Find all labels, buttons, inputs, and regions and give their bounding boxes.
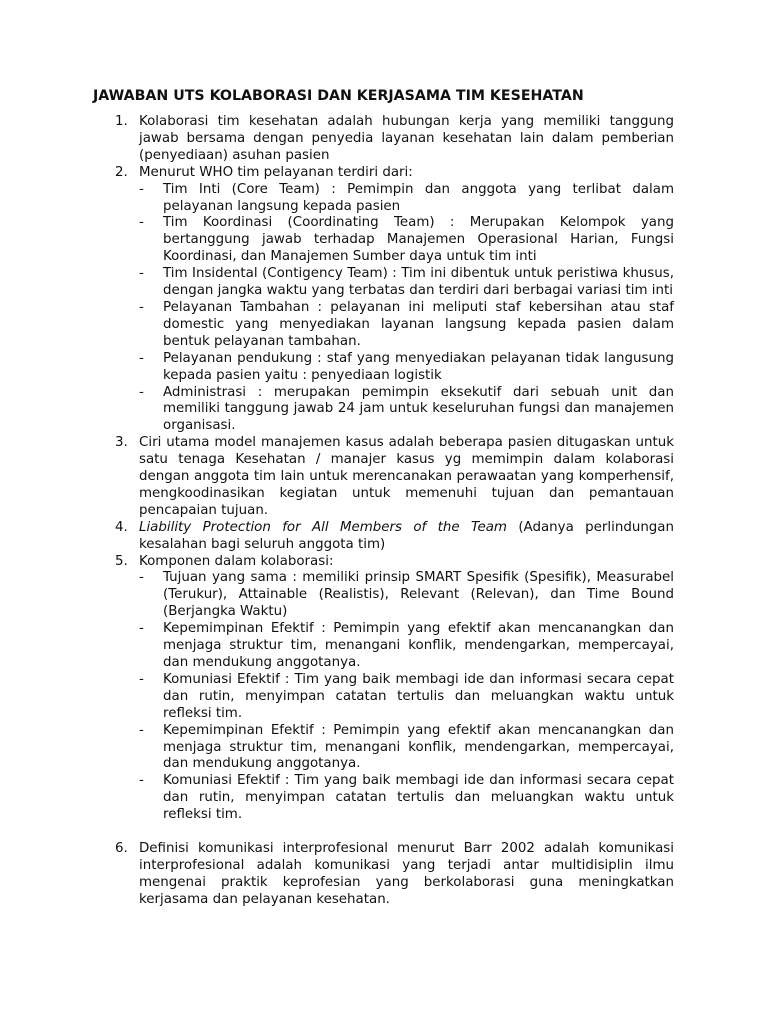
sub-item (139, 350, 674, 385)
sub-item-text: Kepemimpinan Efektif : Pemimpin yang efektif akan mencanangkan dan menjaga struktur tim, menangani konflik, mendengarkan, mempercayai, dan mendukung anggotanya. (163, 621, 674, 670)
sub-item-text: Tujuan yang sama : memiliki prinsip SMART Spesifik (Spesifik), Measurabel (Terukur), Attainable (Realistis), Relevant (Relevan), dan Time Bound (Berjangka Waktu) (163, 570, 674, 620)
sub-item (139, 181, 674, 216)
dash-bullet: - (139, 350, 144, 366)
list-item-5 (115, 553, 674, 825)
blank-line (0, 824, 768, 841)
sub-item (139, 773, 674, 824)
item-number: 4. (115, 519, 128, 535)
dash-bullet: - (139, 266, 144, 282)
sub-item-text: Administrasi : merupakan pemimpin eksekutif dari sebuah unit dan memiliki tanggung jawab 24 jam untuk keseluruhan fungsi dan manajemen organisasi. (163, 384, 674, 434)
dash-bullet: - (139, 384, 144, 400)
item-text (139, 520, 674, 554)
sub-item (139, 722, 674, 774)
item-number: 5. (115, 553, 128, 569)
sub-item (139, 570, 674, 621)
list-item-3 (115, 435, 674, 520)
dash-bullet: - (139, 621, 144, 637)
list-item-2 (115, 164, 674, 436)
sub-item-text: Tim Insidental (Contigency Team) : Tim ini dibentuk untuk peristiwa khusus, dengan jangka waktu yang terbatas dan terdiri dari berbagai variasi tim inti (163, 266, 674, 299)
italic-phrase: Liability Protection for All Members of the Team (139, 519, 507, 535)
dash-bullet: - (139, 215, 144, 231)
item-number: 6. (115, 841, 128, 857)
dash-bullet: - (139, 299, 144, 315)
item-text: Kolaborasi tim kesehatan adalah hubungan kerja yang memiliki tanggung jawab bersama dengan penyedia layanan kesehatan lain dalam pemberian (penyediaan) asuhan pasien (139, 114, 674, 163)
item-text-rest: (Adanya perlindungan kesalahan bagi seluruh anggota tim) (139, 519, 674, 552)
answer-list (0, 114, 768, 909)
sub-item-text: Kepemimpinan Efektif : Pemimpin yang efektif akan mencanangkan dan menjaga struktur tim, menangani konflik, mendengarkan, mempercayai, dan mendukung anggotanya. (163, 722, 674, 772)
sub-item (139, 215, 674, 266)
sub-item-text: Pelayanan pendukung : staf yang menyediakan pelayanan tidak langusung kepada pasien yaitu : penyediaan logistik (163, 350, 674, 383)
sub-item-text: Pelayanan Tambahan : pelayanan ini meliputi staf kebersihan atau staf domestic yang menyediakan layanan langsung kepada pasien dalam bentuk pelayanan tambahan. (163, 299, 674, 349)
dash-bullet: - (139, 671, 144, 687)
dash-bullet: - (139, 773, 144, 789)
sub-item (139, 671, 674, 723)
sub-item-text: Tim Koordinasi (Coordinating Team) : Merupakan Kelompok yang bertanggung jawab terhadap Manajemen Operasional Harian, Fungsi Koordinasi, dan Manajemen Sumber daya untuk tim inti (163, 215, 674, 265)
dash-bullet: - (139, 570, 144, 586)
sub-list (139, 570, 674, 824)
dash-bullet: - (139, 181, 144, 197)
item-number: 2. (115, 164, 128, 180)
sub-item-text: Komuniasi Efektif : Tim yang baik membagi ide dan informasi secara cepat dan rutin, menyimpan catatan tertulis dan meluangkan waktu untuk refleksi tim. (163, 773, 674, 823)
list-item-1 (115, 114, 674, 165)
list-item-4 (115, 519, 674, 554)
dash-bullet: - (139, 722, 144, 738)
item-text: Definisi komunikasi interprofesional menurut Barr 2002 adalah komunikasi interprofesional adalah komunikasi yang terjadi antar multidisiplin ilmu mengenai praktik keprofesian yang berkolaborasi guna meningkatkan kerjasama dan pelayanan kesehatan. (139, 841, 674, 907)
sub-item-text: Komuniasi Efektif : Tim yang baik membagi ide dan informasi secara cepat dan rutin, menyimpan catatan tertulis dan meluangkan waktu untuk refleksi tim. (163, 671, 674, 721)
item-text: Menurut WHO tim pelayanan terdiri dari: (139, 164, 413, 180)
document-title: JAWABAN UTS KOLABORASI DAN KERJASAMA TIM KESEHATAN (93, 88, 584, 104)
item-text: Ciri utama model manajemen kasus adalah beberapa pasien ditugaskan untuk satu tenaga Kesehatan / manajer kasus yg memimpin dalam kolaborasi dengan anggota tim lain untuk merencanakan perawaatan yang komperhensif, mengkoodinasikan kegiatan untuk memenuhi tujuan dan pemantauan pencapaian tujuan. (139, 435, 674, 518)
item-number: 3. (115, 435, 128, 451)
sub-item (139, 299, 674, 351)
sub-item (139, 384, 674, 436)
sub-item (139, 621, 674, 672)
item-number: 1. (115, 114, 128, 129)
item-text: Komponen dalam kolaborasi: (139, 553, 334, 569)
sub-list (139, 182, 674, 436)
sub-item-text: Tim Inti (Core Team) : Pemimpin dan anggota yang terlibat dalam pelayanan langsung kepada pasien (163, 181, 674, 214)
list-item-6 (115, 841, 674, 909)
sub-item (139, 266, 674, 300)
